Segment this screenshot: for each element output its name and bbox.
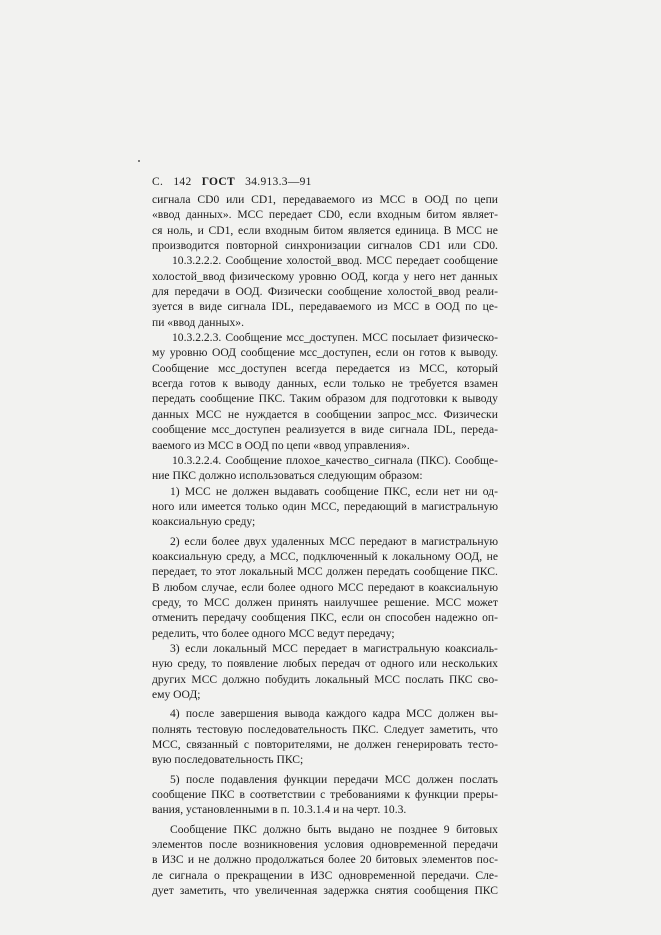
text-line: вую последовательность ПКС;	[152, 753, 304, 767]
text-line: 1) МСС не должен выдавать сообщение ПКС, если нет ни од-	[170, 484, 498, 498]
text-line: ле сигнала о прекращении в ИЗС одновременной передачи. Сле-	[152, 868, 498, 882]
text-line: ную среду, то появление любых передач от одного или нескольких	[152, 657, 498, 671]
text-line: данных МСС не нуждается в сообщении запрос_мсс. Физически	[152, 407, 498, 421]
text-line: сообщение мсс_доступен реализуется в виде сигнала IDL, переда-	[152, 423, 498, 437]
scan-speck	[138, 160, 140, 162]
text-line: элементов после возникновения условия одновременной передачи	[152, 838, 498, 852]
page-number: 142	[173, 176, 192, 188]
text-line: МСС, связанный с повторителями, не должен генерировать тесто-	[152, 738, 498, 752]
text-line: для передачи в ООД. Физически сообщение холостой_ввод реали-	[152, 285, 498, 299]
text-line: среду, то МСС должен принять наилучшее решение. МСС может	[152, 595, 498, 609]
text-line: ваемого из МСС в ООД по цепи «ввод управления».	[152, 438, 410, 452]
standard-name: ГОСТ	[201, 176, 235, 188]
standard-number: 34.913.3—91	[245, 176, 312, 188]
text-line: 10.3.2.2.2. Сообщение холостой_ввод. МСС передает сообщение	[172, 254, 498, 268]
text-line: сообщение ПКС в соответствии с требованиями к функции преры-	[152, 788, 498, 802]
text-line: передать сообщение ПКС. Таким образом для подготовки к выводу	[152, 392, 498, 406]
text-line: пи «ввод данных».	[152, 315, 244, 329]
text-line: 4) после завершения вывода каждого кадра МСС должен вы-	[170, 707, 498, 721]
text-line: му уровню ООД сообщение мсс_доступен, если он готов к выводу.	[152, 346, 498, 360]
text-line: ся ноль, и CD1, если входным битом является единица. В МСС не	[152, 223, 498, 237]
header-prefix: С.	[152, 176, 164, 188]
text-line: ределить, что более одного МСС ведут передачу;	[152, 626, 395, 640]
text-line: передает, то этот локальный МСС должен передать сообщение ПКС.	[152, 565, 498, 579]
text-line: 10.3.2.2.3. Сообщение мсс_доступен. МСС посылает физическо-	[172, 331, 498, 345]
text-line: других МСС должно побудить локальный МСС послать ПКС сво-	[152, 672, 498, 686]
text-line: холостой_ввод физическому уровню ООД, когда у него нет данных	[152, 269, 498, 283]
text-line: дует заметить, что увеличенная задержка снятия сообщения ПКС	[152, 884, 498, 898]
text-line: ние ПКС должно использоваться следующим образом:	[152, 469, 423, 483]
text-line: полнять тестовую последовательность ПКС. Следует заметить, что	[152, 722, 498, 736]
page-header	[152, 176, 319, 188]
text-line: Сообщение ПКС должно быть выдано не позднее 9 битовых	[170, 822, 498, 836]
text-line: отменить передачу сообщения ПКС, если он способен надежно оп-	[152, 611, 498, 625]
text-line: ему ООД;	[152, 688, 201, 701]
text-line: 2) если более двух удаленных МСС передают в магистральную	[170, 534, 498, 548]
text-line: производится повторной синхронизации сигналов CD1 или CD0.	[152, 239, 498, 253]
text-line: зуется в виде сигнала IDL, передаваемого из МСС в ООД по це-	[152, 300, 498, 314]
text-line: в ИЗС и не должно продолжаться более 20 битовых элементов пос-	[152, 853, 498, 867]
text-line: всегда готов к выводу данных, если только не требуется взамен	[152, 377, 498, 391]
text-line: ного или имеется только один МСС, передающий в магистральную	[152, 499, 498, 513]
text-line: 5) после подавления функции передачи МСС должен послать	[170, 772, 498, 786]
body-text	[152, 192, 498, 898]
text-line: Сообщение мсс_доступен всегда передается из МСС, который	[152, 361, 498, 375]
text-line: «ввод данных». МСС передает CD0, если входным битом являет-	[152, 208, 498, 222]
text-line: коаксиальную среду, а МСС, подключенный к локальному ООД, не	[152, 549, 498, 563]
text-line: сигнала CD0 или CD1, передаваемого из МСС в ООД по цепи	[152, 193, 498, 206]
text-line: коаксиальную среду;	[152, 515, 256, 529]
text-line: 3) если локальный МСС передает в магистральную коаксиаль-	[170, 641, 498, 655]
text-line: 10.3.2.2.4. Сообщение плохое_качество_сигнала (ПКС). Сообще-	[172, 453, 498, 467]
text-line: В любом случае, если более одного МСС передают в коаксиальную	[152, 580, 498, 594]
text-line: вания, установленными в п. 10.3.1.4 и на черт. 10.3.	[152, 803, 407, 817]
